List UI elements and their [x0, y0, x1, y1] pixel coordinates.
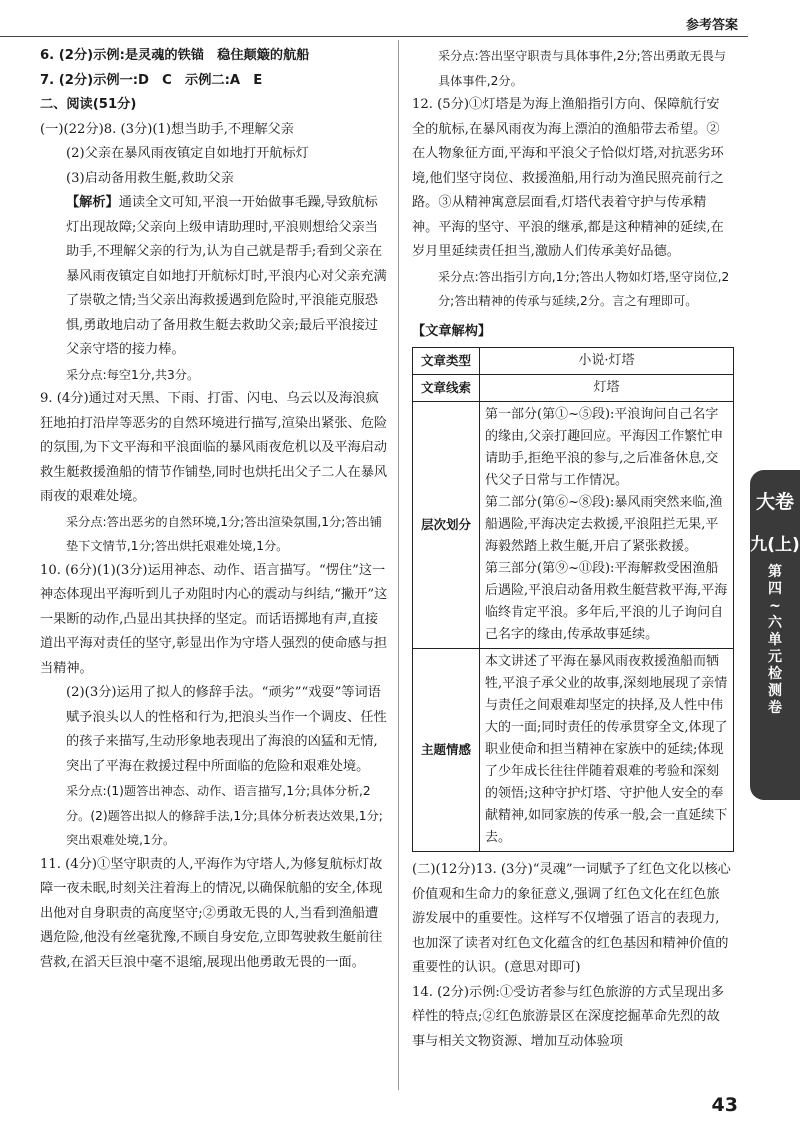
answer-q12: 12. (5分)①灯塔是为海上渔船指引方向、保障航行安全的航标,在暴风雨夜为海上漂泊的渔船带去希望。②在人物象征方面,平海和平浪父子恰似灯塔,对抗恶劣环境,他们坚守岗位、救援渔船,用行动为渔民照亮前行之路。③从精神寓意层面看,灯塔代表着守护与传承精神。平海的坚守、平浪的继承,都是这种精神的延续,在岁月里延续责任担当,激励人们传承美好品德。	[412, 97, 724, 259]
answer-q13: (二)(12分)13. (3分)“灵魂”一词赋予了红色文化以核心价值观和生命力的象征意义,强调了红色文化在红色旅游发展中的重要性。这样写不仅增强了语言的表现力,也加深了读者对红色文化蕴含的红色基因和精神价值的重要性的认识。(意思对即可)	[412, 862, 731, 975]
side-tab-unit-char: 六	[768, 615, 782, 631]
theme-label: 主题情感	[413, 649, 480, 852]
side-tab-unit-char: ~	[769, 598, 781, 614]
type-value: 小说·灯塔	[480, 348, 734, 375]
score-q10: 采分点:(1)题答出神态、动作、语言描写,1分;具体分析,2分。(2)题答出拟人的修辞手法,1分;具体分析表达效果,1分;突出艰难处境,1分。	[66, 784, 383, 847]
structure-table	[412, 347, 734, 852]
level-label: 层次划分	[413, 402, 480, 649]
right-column	[412, 44, 732, 1054]
side-tab-unit-char: 第	[768, 564, 782, 580]
side-tab-unit	[750, 564, 800, 717]
side-tab-unit-char: 卷	[768, 700, 782, 716]
header-title: 参考答案	[685, 18, 738, 33]
structure-title: 【文章解构】	[412, 323, 492, 339]
left-column	[40, 44, 388, 975]
answer-q8-3: (3)启动备用救生艇,救助父亲	[66, 170, 234, 186]
score-q8: 采分点:每空1分,共3分。	[66, 367, 200, 382]
side-tab	[750, 470, 800, 800]
score-q11: 采分点:答出坚守职责与具体事件,2分;答出勇敢无畏与具体事件,2分。	[438, 49, 726, 88]
analysis-tag: 【解析】	[66, 195, 119, 210]
answer-q8-head: (一)(22分)8. (3分)(1)想当助手,不理解父亲	[40, 121, 294, 137]
side-tab-unit-char: 检	[768, 666, 782, 682]
side-tab-unit-char: 四	[768, 581, 782, 597]
answer-q8-2: (2)父亲在暴风雨夜镇定自如地打开航标灯	[66, 146, 309, 161]
answer-q14: 14. (2分)示例:①受访者参与红色旅游的方式呈现出多样性的特点;②红色旅游景区在深度挖掘革命先烈的故事与相关文物资源、增加互动体验项	[412, 984, 725, 1049]
answer-q6: 6. (2分)示例:是灵魂的铁锚 稳住颠簸的航船	[40, 48, 310, 63]
part-3: 第三部分(第⑨~⑪段):平海解救受困渔船后遇险,平浪启动备用救生艇营救平海,平海临终肯定平浪。多年后,平浪的儿子询问自己名字的缘由,传承故事延续。	[485, 561, 728, 642]
page-header	[0, 0, 800, 38]
score-q9: 采分点:答出恶劣的自然环境,1分;答出渲染氛围,1分;答出铺垫下文情节,1分;答出烘托艰难处境,1分。	[66, 514, 382, 553]
part-1: 第一部分(第①~⑤段):平浪询问自己名字的缘由,父亲打趣回应。平海因工作繁忙申请助手,拒绝平浪的参与,之后准备休息,交代父子日常与工作情况。	[485, 407, 724, 488]
column-divider	[398, 40, 399, 1090]
clue-label: 文章线索	[413, 375, 480, 402]
analysis-q8	[40, 191, 388, 363]
table-row	[413, 402, 734, 649]
answer-q7: 7. (2分)示例一:D C 示例二:A E	[40, 72, 263, 88]
side-tab-grade: 九(上)	[750, 535, 800, 555]
analysis-text: 通读全文可知,平浪一开始做事毛躁,导致航标灯出现故障;父亲向上级申请助理时,平浪则想给父亲当助手,不理解父亲的行为,认为自己就是帮手;看到父亲在暴风雨夜镇定自如地打开航标灯时,平浪内心对父亲充满了崇敬之情;当父亲出海救援遇到危险时,平浪能克服恐惧,勇敢地启动了备用救生艇去救助父亲;最后平浪接过父亲守塔的接力棒。	[66, 195, 387, 357]
level-parts	[480, 402, 734, 649]
answer-q11: 11. (4分)①坚守职责的人,平海作为守塔人,为修复航标灯故障一夜未眠,时刻关注着海上的情况,以确保航船的安全,体现出他对自身职责的高度坚守;②勇敢无畏的人,当看到渔船遭遇危险,他没有丝毫犹豫,不顾自身安危,立即驾驶救生艇前往营救,在滔天巨浪中毫不退缩,展现出他勇敢无畏的一面。	[40, 856, 383, 970]
table-row	[413, 649, 734, 852]
answer-q10-2: (2)(3分)运用了拟人的修辞手法。“顽劣”“戏耍”等词语赋予浪头以人的性格和行为,把浪头当作一个调皮、任性的孩子来描写,生动形象地表现出了海浪的凶猛和无情,突出了平海在救援过程中所面临的危险和艰难处境。	[66, 685, 387, 774]
side-tab-unit-char: 测	[768, 683, 782, 699]
side-tab-unit-char: 单	[768, 632, 782, 648]
side-tab-title: 大卷	[755, 491, 794, 513]
page-number: 43	[711, 1094, 738, 1116]
side-tab-unit-char: 元	[768, 649, 782, 665]
answer-q9: 9. (4分)通过对天黑、下雨、打雷、闪电、乌云以及海浪疯狂地拍打沿岸等恶劣的自然环境进行描写,渲染出紧张、危险的氛围,为下文平海和平浪面临的暴风雨夜危机以及平海启动救生艇救援渔船的情节作铺垫,同时也烘托出父子二人在暴风雨夜的艰难处境。	[40, 391, 388, 504]
section-reading: 二、阅读(51分)	[40, 97, 137, 112]
header-rule	[0, 36, 748, 37]
table-row	[413, 348, 734, 375]
clue-value: 灯塔	[480, 375, 734, 402]
score-q12: 采分点:答出指引方向,1分;答出人物如灯塔,坚守岗位,2分;答出精神的传承与延续,2分。言之有理即可。	[438, 269, 730, 308]
type-label: 文章类型	[413, 348, 480, 375]
answer-q10-1: 10. (6分)(1)(3分)运用神态、动作、语言描写。“愣住”这一神态体现出平海听到儿子劝阻时内心的震动与纠结,“撇开”这一果断的动作,凸显出其抉择的坚定。而话语掷地有声,直接道出平海对责任的坚守,彰显出作为守塔人强烈的使命感与担当精神。	[40, 562, 388, 676]
theme-value: 本文讲述了平海在暴风雨夜救援渔船而牺牲,平浪子承父业的故事,深刻地展现了亲情与责任之间艰难却坚定的抉择,及人性中伟大的一面;同时责任的传承贯穿全文,体现了职业使命和担当精神在家族中的延续;体现了少年成长往往伴随着艰难的考验和深刻的领悟;这种守护灯塔、守护他人安全的奉献精神,如同家族的传承一般,会一直延续下去。	[480, 649, 734, 852]
table-row	[413, 375, 734, 402]
part-2: 第二部分(第⑥~⑧段):暴风雨突然来临,渔船遇险,平海决定去救援,平浪阻拦无果,平海毅然踏上救生艇,开启了紧张救援。	[485, 495, 723, 554]
